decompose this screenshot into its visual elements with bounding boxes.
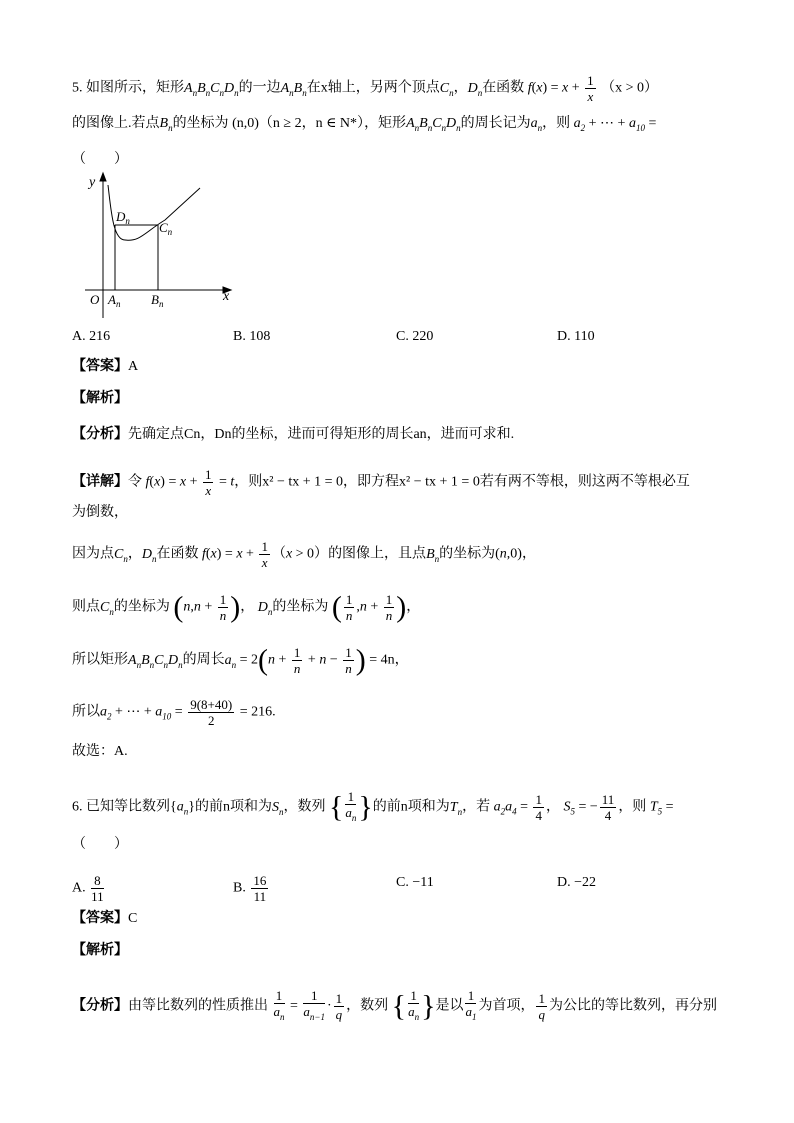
q5-stem-line2: 的图像上.若点$B_n$的坐标为 (n,0)（n ≥ 2，n ∈ N*），矩形$A_nB_nC_nD_n$的周长记为$a_n$，则 $a_2$ + ⋯ + $a_{10}$ = [72, 116, 657, 133]
y-axis-arrow [100, 173, 106, 181]
q6-option-b[interactable]: B. $\frac{16}{11}$ [233, 873, 267, 904]
q5-xiangjie-3: 因为点$C_n$，$D_n$在函数 f(x) = x + $\frac{1}{x}$ （x > 0）的图像上，且点$B_n$的坐标为(n,0)， [72, 539, 536, 570]
q5-xiangjie-6: 所以$a_2$ + ⋯ + $a_{10}$ = $\frac{9(8+40)}{2}$ = 216. [72, 697, 276, 728]
q5-answer: 【答案】A [72, 359, 139, 374]
label-o: O [90, 292, 100, 307]
q6-fenxi: 【分析】由等比数列的性质推出 $\frac{1}{a_n}$ = $\frac{1}{a_{n-1}}$ · $\frac{1}{q}$ ，数列 { $\frac{1}{a_n}$ }是以 $\frac{1}{a_1}$ 为首项， $\frac{1}{q}$ 为公比的等比数列，再分别 [72, 988, 717, 1023]
q6-option-c[interactable]: C. −11 [396, 875, 434, 890]
q6-analysis-label: 【解析】 [72, 943, 128, 958]
q5-option-d[interactable]: D. 110 [557, 329, 595, 344]
q6-answer: 【答案】C [72, 911, 138, 926]
q5-stem-line1: 5. 如图所示，矩形$A_nB_nC_nD_n$的一边$A_nB_n$在x轴上，另两个顶点$C_n$，$D_n$在函数 f(x) = x + $\frac{1}{x}$ （x > 0） [72, 73, 659, 104]
q5-graph [85, 170, 245, 320]
q6-option-d[interactable]: D. −22 [557, 875, 597, 890]
q5-xiangjie-5: 所以矩形$A_nB_nC_nD_n$的周长$a_n = 2(n$ + $\frac{1}{n}$ + n − $\frac{1}{n}$ ) = 4n， [72, 643, 409, 677]
q6-stem-line1: 6. 已知等比数列$\{a_n\}$的前n项和为$S_n$，数列 { $\frac{1}{a_n}$ }的前n项和为$T_n$，若 $a_2a_4$ = $\frac{1}{4}$ ， $S_5$ = − $\frac{11}{4}$ ，则 $T_5$ = [72, 789, 674, 824]
label-bn: $B_n$ [151, 292, 164, 309]
q5-analysis-label: 【解析】 [72, 391, 128, 406]
label-dn: $D_n$ [116, 209, 130, 226]
q6-option-a[interactable]: A. $\frac{8}{11}$ [72, 873, 104, 904]
q5-xiangjie-1: 【详解】令 f(x) = x + $\frac{1}{x}$ = t，则x² − tx + 1 = 0，即方程x² − tx + 1 = 0若有两不等根，则这两不等根必互 [72, 467, 690, 498]
label-cn: $C_n$ [159, 220, 173, 237]
q5-xiangjie-2: 为倒数， [72, 505, 128, 520]
label-y: y [89, 175, 96, 190]
q5-choose: 故选：A. [72, 744, 128, 759]
q5-xiangjie-4: 则点$C_n$的坐标为 (n,n + $\frac{1}{n}$ )， $D_n$的坐标为 ( $\frac{1}{n}$ ,n + $\frac{1}{n}$ )， [72, 590, 421, 624]
q5-option-b[interactable]: B. 108 [233, 329, 271, 344]
q5-paren: （ ） [72, 152, 128, 167]
label-x: x [223, 289, 230, 304]
q5-option-a[interactable]: A. 216 [72, 329, 111, 344]
label-an: $A_n$ [108, 292, 121, 309]
q5-fenxi: 【分析】先确定点Cn，Dn的坐标，进而可得矩形的周长an，进而可求和. [72, 427, 515, 442]
q6-paren: （ ） [72, 837, 128, 852]
q5-option-c[interactable]: C. 220 [396, 329, 434, 344]
